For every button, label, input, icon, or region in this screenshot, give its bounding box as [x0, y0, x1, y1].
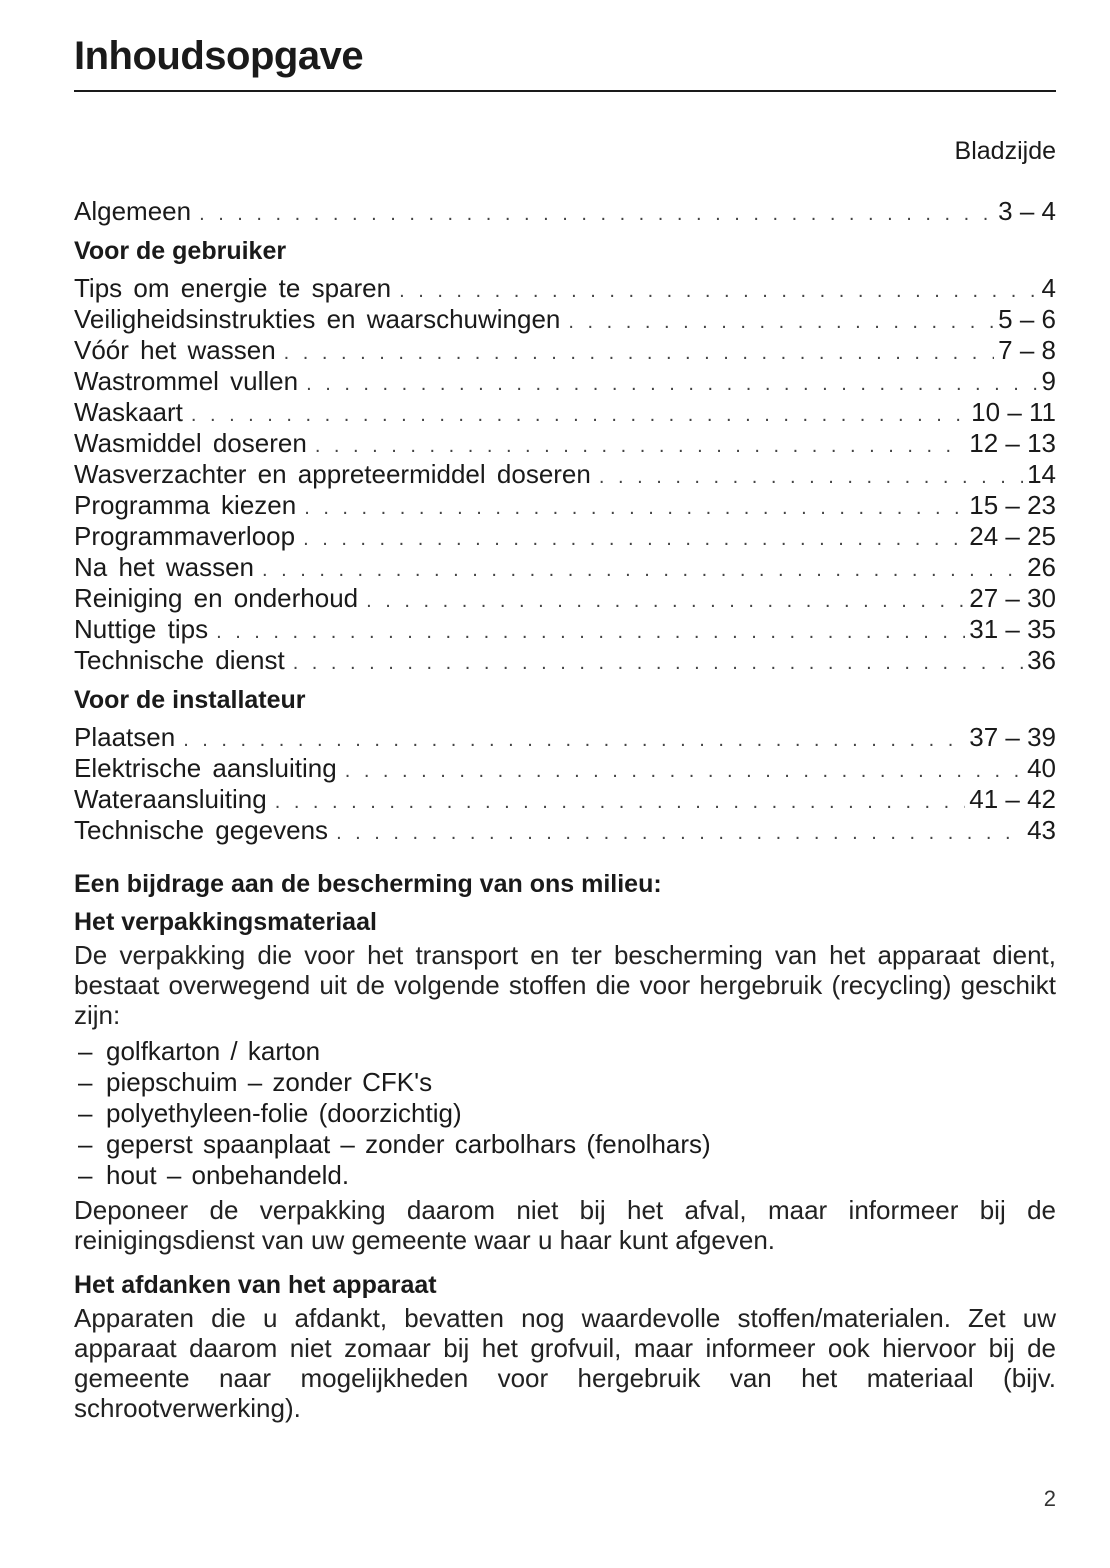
toc-entry-label: Na het wassen: [74, 552, 254, 582]
toc-entry[interactable]: [74, 722, 1056, 753]
toc-entry-pages: 12 – 13: [969, 428, 1056, 458]
section-heading-installer: Voor de installateur: [74, 686, 306, 714]
toc-entry-pages: 4: [1041, 273, 1056, 303]
toc-entry-pages: 14: [1027, 459, 1056, 489]
toc-entry[interactable]: [74, 459, 1056, 490]
toc-entry-label: Veiligheidsinstrukties en waarschuwingen: [74, 304, 561, 334]
list-item: – piepschuim – zonder CFK's: [74, 1067, 1056, 1098]
leader-dots: [262, 555, 1023, 586]
leader-dots: [306, 369, 1037, 400]
leader-dots: [336, 818, 1023, 849]
leader-dots: [191, 400, 967, 431]
toc-entry-pages: 15 – 23: [969, 490, 1056, 520]
toc-entry-label: Wastrommel vullen: [74, 366, 299, 396]
toc-entry-pages: 31 – 35: [969, 614, 1056, 644]
materials-list: [74, 1036, 1056, 1191]
toc-entry-label: Wasmiddel doseren: [74, 428, 307, 458]
toc-entry-general[interactable]: [74, 196, 1056, 227]
leader-dots: [366, 586, 965, 617]
toc-entry-pages: 26: [1027, 552, 1056, 582]
toc-entry-pages: 10 – 11: [971, 397, 1056, 427]
list-item: – hout – onbehandeld.: [74, 1160, 1056, 1191]
leader-dots: [284, 338, 995, 369]
toc-entry-pages: 43: [1027, 815, 1056, 845]
toc-entry[interactable]: [74, 521, 1056, 552]
packaging-outro: Deponeer de verpakking daarom niet bij het afval, maar informeer bij de reinigingsdienst van uw gemeente waar u haar kunt afgeven.: [74, 1195, 1056, 1255]
toc-entry[interactable]: [74, 490, 1056, 521]
toc-entry-pages: 24 – 25: [969, 521, 1056, 551]
toc-entry-pages: 5 – 6: [998, 304, 1056, 334]
disposal-heading: Het afdanken van het apparaat: [74, 1271, 437, 1299]
leader-dots: [599, 462, 1023, 493]
environment-heading: Een bijdrage aan de bescherming van ons milieu:: [74, 870, 662, 898]
toc-entry[interactable]: [74, 645, 1056, 676]
toc-entry-label: Waskaart: [74, 397, 183, 427]
toc-entry[interactable]: [74, 753, 1056, 784]
toc-entry-label: Technische dienst: [74, 645, 285, 675]
toc-entry[interactable]: [74, 273, 1056, 304]
page-column-label: Bladzijde: [954, 137, 1056, 165]
leader-dots: [199, 199, 994, 230]
toc-entry-label: Elektrische aansluiting: [74, 753, 337, 783]
toc-entry-pages: 9: [1041, 366, 1056, 396]
list-item: – geperst spaanplaat – zonder carbolhars (fenolhars): [74, 1129, 1056, 1160]
toc-entry-label: Tips om energie te sparen: [74, 273, 392, 303]
toc-entry-label: Vóór het wassen: [74, 335, 276, 365]
leader-dots: [304, 493, 965, 524]
section-heading-user: Voor de gebruiker: [74, 237, 287, 265]
toc-entry[interactable]: [74, 397, 1056, 428]
leader-dots: [399, 276, 1037, 307]
toc-entry-label: Wasverzachter en appreteermiddel doseren: [74, 459, 591, 489]
title-rule: [74, 90, 1056, 92]
leader-dots: [303, 524, 965, 555]
leader-dots: [293, 648, 1023, 679]
toc-entry-pages: 3 – 4: [998, 196, 1056, 226]
leader-dots: [345, 756, 1023, 787]
toc-entry[interactable]: [74, 428, 1056, 459]
toc-entry[interactable]: [74, 304, 1056, 335]
toc-entry-pages: 36: [1027, 645, 1056, 675]
toc-entry-label: Technische gegevens: [74, 815, 329, 845]
list-item: – polyethyleen-folie (doorzichtig): [74, 1098, 1056, 1129]
toc-entry[interactable]: [74, 815, 1056, 846]
leader-dots: [568, 307, 994, 338]
toc-entry-pages: 37 – 39: [969, 722, 1056, 752]
toc-entry[interactable]: [74, 335, 1056, 366]
toc-entry-pages: 40: [1027, 753, 1056, 783]
page-title: Inhoudsopgave: [74, 34, 364, 78]
toc-entry-label: Reiniging en onderhoud: [74, 583, 359, 613]
leader-dots: [275, 787, 966, 818]
toc-entry[interactable]: [74, 583, 1056, 614]
toc-entry-label: Plaatsen: [74, 722, 176, 752]
leader-dots: [315, 431, 965, 462]
toc-entry-label: Programmaverloop: [74, 521, 296, 551]
toc-entry-pages: 27 – 30: [969, 583, 1056, 613]
leader-dots: [183, 725, 965, 756]
toc-entry-label: Wateraansluiting: [74, 784, 267, 814]
leader-dots: [216, 617, 965, 648]
toc-entry-pages: 7 – 8: [998, 335, 1056, 365]
packaging-intro: De verpakking die voor het transport en ter bescherming van het apparaat dient, bestaat overwegend uit de volgende stoffen die voor hergebruik (recycling) geschikt zijn:: [74, 940, 1056, 1030]
toc-entry-label: Algemeen: [74, 196, 192, 226]
toc-entry-pages: 41 – 42: [969, 784, 1056, 814]
document-page: [74, 30, 1056, 1423]
list-item: – golfkarton / karton: [74, 1036, 1056, 1067]
packaging-heading: Het verpakkingsmateriaal: [74, 908, 377, 936]
page-number: 2: [1043, 1486, 1056, 1511]
toc-entry[interactable]: [74, 614, 1056, 645]
disposal-text: Apparaten die u afdankt, bevatten nog waardevolle stoffen/materialen. Zet uw apparaat daarom niet zomaar bij het grofvuil, maar informeer ook hiervoor bij de gemeente naar mogelijkheden voor hergebruik van het materiaal (bijv. schrootverwerking).: [74, 1303, 1056, 1423]
toc-entry[interactable]: [74, 366, 1056, 397]
toc-entry-label: Nuttige tips: [74, 614, 209, 644]
toc-entry[interactable]: [74, 552, 1056, 583]
toc-entry[interactable]: [74, 784, 1056, 815]
toc-entry-label: Programma kiezen: [74, 490, 297, 520]
